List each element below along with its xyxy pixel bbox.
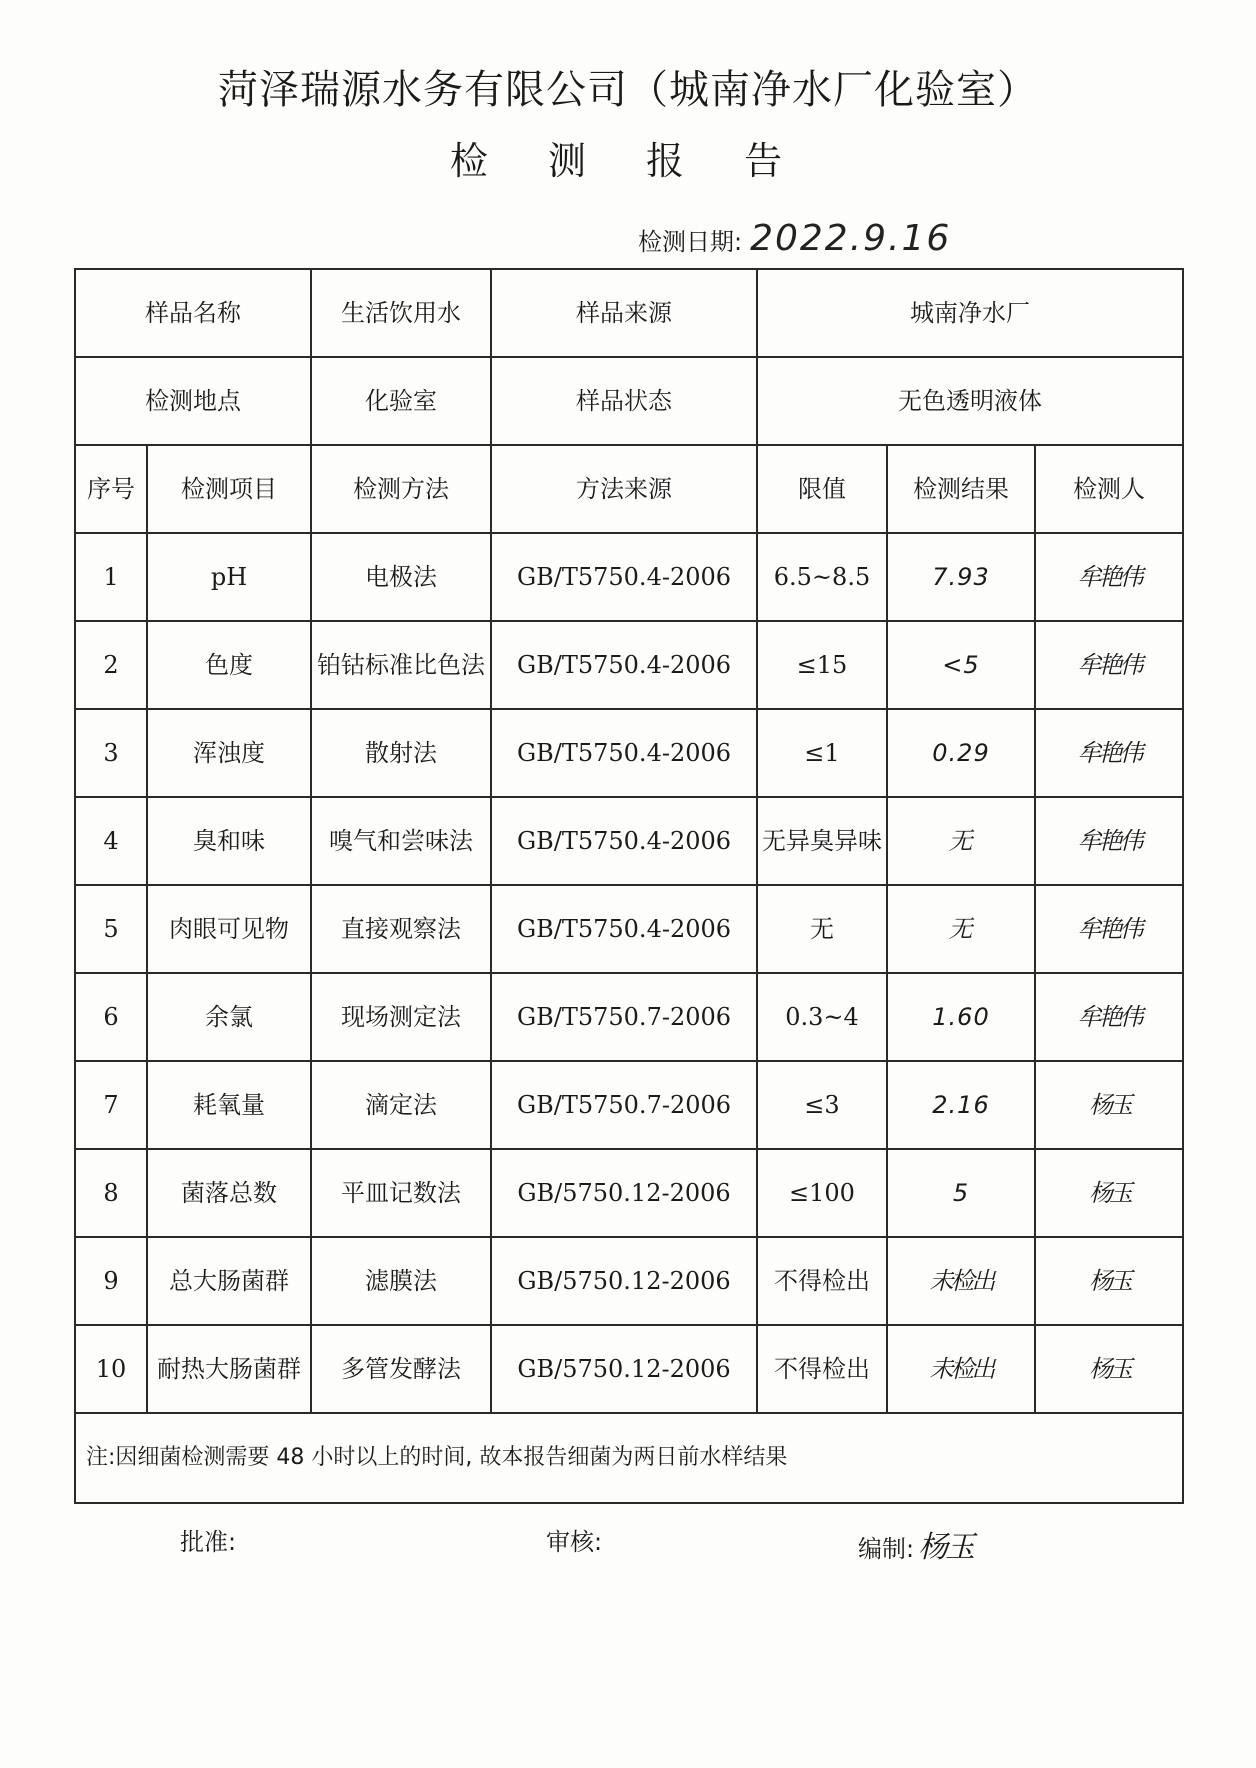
table-row <box>75 709 1183 797</box>
table-row <box>75 885 1183 973</box>
col-header-standard: 方法来源 <box>491 445 757 533</box>
row-inspector-signature: 牟艳伟 <box>1035 973 1183 1061</box>
row-item: 色度 <box>147 621 311 709</box>
row-method: 铂钴标准比色法 <box>311 621 491 709</box>
table-row <box>75 1237 1183 1325</box>
info-row-1 <box>75 269 1183 357</box>
row-result: 5 <box>887 1149 1035 1237</box>
state-value: 无色透明液体 <box>757 357 1183 445</box>
row-item: 耗氧量 <box>147 1061 311 1149</box>
row-no: 10 <box>75 1325 147 1413</box>
row-no: 8 <box>75 1149 147 1237</box>
col-header-no: 序号 <box>75 445 147 533</box>
row-limit: 无异臭异味 <box>757 797 887 885</box>
row-standard: GB/T5750.7-2006 <box>491 973 757 1061</box>
row-inspector-signature: 杨玉 <box>1035 1237 1183 1325</box>
row-standard: GB/T5750.4-2006 <box>491 621 757 709</box>
row-result: 1.60 <box>887 973 1035 1061</box>
row-no: 5 <box>75 885 147 973</box>
row-inspector-signature: 牟艳伟 <box>1035 885 1183 973</box>
compile-label: 编制: <box>858 1535 915 1563</box>
row-item: 菌落总数 <box>147 1149 311 1237</box>
row-standard: GB/T5750.4-2006 <box>491 797 757 885</box>
table-row <box>75 1149 1183 1237</box>
row-item: 浑浊度 <box>147 709 311 797</box>
row-standard: GB/T5750.7-2006 <box>491 1061 757 1149</box>
col-header-inspector: 检测人 <box>1035 445 1183 533</box>
row-standard: GB/T5750.4-2006 <box>491 533 757 621</box>
row-result: <5 <box>887 621 1035 709</box>
row-standard: GB/T5750.4-2006 <box>491 709 757 797</box>
table-row <box>75 973 1183 1061</box>
row-inspector-signature: 牟艳伟 <box>1035 709 1183 797</box>
row-method: 现场测定法 <box>311 973 491 1061</box>
row-result: 未检出 <box>887 1237 1035 1325</box>
row-inspector-signature: 牟艳伟 <box>1035 621 1183 709</box>
note-row <box>75 1413 1183 1503</box>
row-standard: GB/T5750.4-2006 <box>491 885 757 973</box>
row-limit: 0.3~4 <box>757 973 887 1061</box>
row-result: 0.29 <box>887 709 1035 797</box>
row-method: 滴定法 <box>311 1061 491 1149</box>
sample-source-label: 样品来源 <box>491 269 757 357</box>
row-item: 余氯 <box>147 973 311 1061</box>
col-header-limit: 限值 <box>757 445 887 533</box>
row-no: 9 <box>75 1237 147 1325</box>
row-no: 7 <box>75 1061 147 1149</box>
row-limit: ≤100 <box>757 1149 887 1237</box>
row-result: 无 <box>887 797 1035 885</box>
date-value: 2022.9.16 <box>750 218 952 259</box>
row-no: 4 <box>75 797 147 885</box>
table-row <box>75 533 1183 621</box>
sample-name-value: 生活饮用水 <box>311 269 491 357</box>
info-row-2 <box>75 357 1183 445</box>
row-limit: 不得检出 <box>757 1325 887 1413</box>
row-standard: GB/5750.12-2006 <box>491 1237 757 1325</box>
report-table <box>74 268 1184 1504</box>
row-no: 3 <box>75 709 147 797</box>
row-limit: ≤3 <box>757 1061 887 1149</box>
row-standard: GB/5750.12-2006 <box>491 1325 757 1413</box>
row-method: 嗅气和尝味法 <box>311 797 491 885</box>
col-header-method: 检测方法 <box>311 445 491 533</box>
company-name: 菏泽瑞源水务有限公司（城南净水厂化验室） <box>218 67 1038 113</box>
row-limit: 6.5~8.5 <box>757 533 887 621</box>
sample-source-value: 城南净水厂 <box>757 269 1183 357</box>
col-header-result: 检测结果 <box>887 445 1035 533</box>
state-label: 样品状态 <box>491 357 757 445</box>
row-inspector-signature: 杨玉 <box>1035 1325 1183 1413</box>
table-row <box>75 797 1183 885</box>
row-method: 电极法 <box>311 533 491 621</box>
report-note: 注:因细菌检测需要 48 小时以上的时间, 故本报告细菌为两日前水样结果 <box>75 1413 1183 1503</box>
inspection-date <box>638 218 951 259</box>
row-result: 7.93 <box>887 533 1035 621</box>
row-limit: 无 <box>757 885 887 973</box>
row-result: 未检出 <box>887 1325 1035 1413</box>
row-method: 直接观察法 <box>311 885 491 973</box>
row-method: 多管发酵法 <box>311 1325 491 1413</box>
row-item: pH <box>147 533 311 621</box>
table-row <box>75 621 1183 709</box>
row-method: 滤膜法 <box>311 1237 491 1325</box>
row-limit: ≤1 <box>757 709 887 797</box>
row-item: 总大肠菌群 <box>147 1237 311 1325</box>
row-method: 平皿记数法 <box>311 1149 491 1237</box>
col-header-item: 检测项目 <box>147 445 311 533</box>
table-row <box>75 1325 1183 1413</box>
row-standard: GB/5750.12-2006 <box>491 1149 757 1237</box>
table-row <box>75 1061 1183 1149</box>
review-label: 审核: <box>546 1528 603 1556</box>
location-value: 化验室 <box>311 357 491 445</box>
row-inspector-signature: 牟艳伟 <box>1035 533 1183 621</box>
row-item: 臭和味 <box>147 797 311 885</box>
location-label: 检测地点 <box>75 357 311 445</box>
compile-signature: 杨玉 <box>918 1530 973 1565</box>
row-no: 2 <box>75 621 147 709</box>
row-result: 2.16 <box>887 1061 1035 1149</box>
column-header-row <box>75 445 1183 533</box>
row-no: 6 <box>75 973 147 1061</box>
sample-name-label: 样品名称 <box>75 269 311 357</box>
row-no: 1 <box>75 533 147 621</box>
row-inspector-signature: 杨玉 <box>1035 1061 1183 1149</box>
row-inspector-signature: 杨玉 <box>1035 1149 1183 1237</box>
compile-field <box>858 1522 972 1566</box>
approve-label: 批准: <box>180 1528 237 1556</box>
date-label: 检测日期: <box>638 228 743 256</box>
row-result: 无 <box>887 885 1035 973</box>
row-method: 散射法 <box>311 709 491 797</box>
row-inspector-signature: 牟艳伟 <box>1035 797 1183 885</box>
report-title: 检 测 报 告 <box>449 139 807 183</box>
row-item: 肉眼可见物 <box>147 885 311 973</box>
row-limit: ≤15 <box>757 621 887 709</box>
row-limit: 不得检出 <box>757 1237 887 1325</box>
row-item: 耐热大肠菌群 <box>147 1325 311 1413</box>
